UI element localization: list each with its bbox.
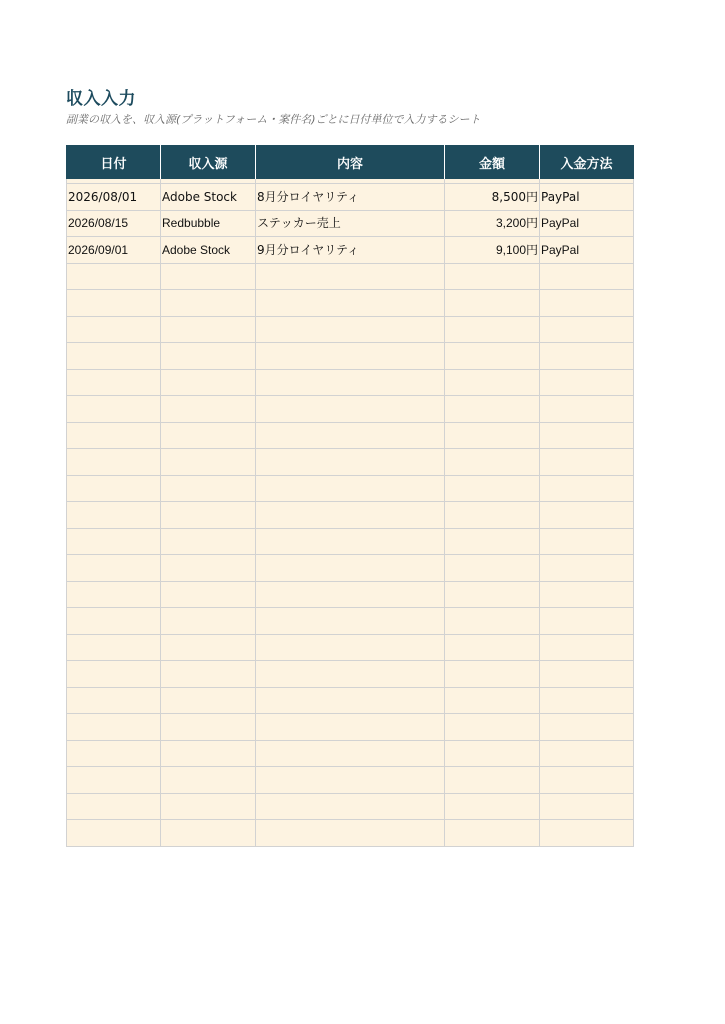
cell-date[interactable] (67, 661, 161, 688)
cell-amount[interactable] (445, 581, 540, 608)
cell-amount[interactable] (445, 263, 540, 290)
cell-date[interactable] (67, 369, 161, 396)
cell-amount[interactable] (445, 422, 540, 449)
cell-date[interactable] (67, 820, 161, 847)
cell-date[interactable] (67, 714, 161, 741)
cell-date[interactable] (67, 449, 161, 476)
cell-date[interactable] (67, 634, 161, 661)
cell-payment-method[interactable] (540, 316, 634, 343)
cell-date[interactable]: 2026/09/01 (67, 237, 161, 264)
cell-source[interactable] (161, 608, 256, 635)
cell-source[interactable] (161, 740, 256, 767)
cell-content[interactable] (256, 687, 445, 714)
cell-content[interactable] (256, 263, 445, 290)
cell-payment-method[interactable] (540, 661, 634, 688)
cell-payment-method[interactable] (540, 687, 634, 714)
table-header (67, 145, 634, 179)
cell-payment-method[interactable] (540, 422, 634, 449)
cell-date[interactable] (67, 343, 161, 370)
cell-source[interactable] (161, 396, 256, 423)
cell-date[interactable]: 2026/08/15 (67, 210, 161, 237)
cell-content[interactable] (256, 316, 445, 343)
cell-source[interactable] (161, 263, 256, 290)
table-row (67, 210, 634, 237)
cell-amount[interactable] (445, 740, 540, 767)
cell-content[interactable]: 8月分ロイヤリティ (256, 184, 445, 211)
empty-row (67, 661, 634, 688)
cell-amount[interactable] (445, 555, 540, 582)
empty-row (67, 502, 634, 529)
cell-content[interactable] (256, 343, 445, 370)
table-row (67, 184, 634, 211)
cell-content[interactable] (256, 449, 445, 476)
cell-amount[interactable] (445, 316, 540, 343)
cell-content[interactable] (256, 608, 445, 635)
empty-row (67, 396, 634, 423)
cell-payment-method[interactable] (540, 608, 634, 635)
cell-source[interactable] (161, 502, 256, 529)
empty-row (67, 528, 634, 555)
empty-row (67, 687, 634, 714)
cell-content[interactable] (256, 767, 445, 794)
cell-payment-method[interactable] (540, 290, 634, 317)
cell-source[interactable]: Adobe Stock (161, 184, 256, 211)
cell-content[interactable] (256, 502, 445, 529)
cell-amount[interactable]: 8,500円 (445, 184, 540, 211)
empty-row (67, 767, 634, 794)
cell-source[interactable] (161, 290, 256, 317)
cell-payment-method[interactable] (540, 793, 634, 820)
cell-content[interactable] (256, 740, 445, 767)
empty-row (67, 634, 634, 661)
cell-source[interactable] (161, 528, 256, 555)
cell-payment-method[interactable] (540, 263, 634, 290)
header-amount: 金額 (445, 145, 540, 179)
cell-amount[interactable] (445, 661, 540, 688)
empty-row (67, 581, 634, 608)
cell-source[interactable] (161, 422, 256, 449)
cell-date[interactable] (67, 793, 161, 820)
cell-content[interactable] (256, 661, 445, 688)
cell-payment-method[interactable] (540, 396, 634, 423)
cell-content[interactable] (256, 555, 445, 582)
cell-date[interactable] (67, 740, 161, 767)
cell-amount[interactable] (445, 343, 540, 370)
cell-content[interactable] (256, 793, 445, 820)
cell-amount[interactable] (445, 396, 540, 423)
cell-date[interactable] (67, 396, 161, 423)
cell-amount[interactable] (445, 475, 540, 502)
cell-source[interactable] (161, 369, 256, 396)
cell-source[interactable] (161, 343, 256, 370)
empty-row (67, 263, 634, 290)
cell-date[interactable] (67, 475, 161, 502)
cell-content[interactable] (256, 528, 445, 555)
cell-payment-method[interactable] (540, 449, 634, 476)
cell-date[interactable] (67, 290, 161, 317)
cell-date[interactable] (67, 581, 161, 608)
header-content: 内容 (256, 145, 445, 179)
header-date: 日付 (67, 145, 161, 179)
cell-payment-method[interactable]: PayPal (540, 210, 634, 237)
cell-source[interactable] (161, 475, 256, 502)
cell-content[interactable]: 9月分ロイヤリティ (256, 237, 445, 264)
cell-source[interactable] (161, 767, 256, 794)
empty-row (67, 820, 634, 847)
cell-date[interactable] (67, 502, 161, 529)
empty-row (67, 740, 634, 767)
cell-payment-method[interactable] (540, 528, 634, 555)
empty-row (67, 793, 634, 820)
cell-payment-method[interactable]: PayPal (540, 184, 634, 211)
empty-row (67, 316, 634, 343)
cell-amount[interactable] (445, 449, 540, 476)
cell-payment-method[interactable] (540, 740, 634, 767)
cell-amount[interactable] (445, 528, 540, 555)
cell-payment-method[interactable]: PayPal (540, 237, 634, 264)
empty-row (67, 475, 634, 502)
cell-source[interactable] (161, 634, 256, 661)
table-body (67, 179, 634, 846)
cell-date[interactable] (67, 528, 161, 555)
cell-payment-method[interactable] (540, 714, 634, 741)
cell-content[interactable] (256, 369, 445, 396)
cell-date[interactable] (67, 687, 161, 714)
cell-content[interactable] (256, 396, 445, 423)
cell-date[interactable] (67, 608, 161, 635)
cell-amount[interactable] (445, 767, 540, 794)
cell-date[interactable] (67, 422, 161, 449)
cell-payment-method[interactable] (540, 502, 634, 529)
cell-payment-method[interactable] (540, 555, 634, 582)
cell-date[interactable] (67, 263, 161, 290)
header-payment-method: 入金方法 (540, 145, 634, 179)
cell-content[interactable] (256, 820, 445, 847)
cell-content[interactable] (256, 581, 445, 608)
table-row (67, 237, 634, 264)
header-source: 収入源 (161, 145, 256, 179)
cell-amount[interactable] (445, 502, 540, 529)
empty-row (67, 714, 634, 741)
cell-source[interactable] (161, 687, 256, 714)
cell-payment-method[interactable] (540, 369, 634, 396)
cell-date[interactable] (67, 555, 161, 582)
empty-row (67, 555, 634, 582)
empty-row (67, 422, 634, 449)
cell-payment-method[interactable] (540, 343, 634, 370)
empty-row (67, 449, 634, 476)
cell-payment-method[interactable] (540, 581, 634, 608)
cell-source[interactable]: Adobe Stock (161, 237, 256, 264)
cell-amount[interactable] (445, 608, 540, 635)
cell-source[interactable] (161, 793, 256, 820)
cell-amount[interactable] (445, 290, 540, 317)
cell-payment-method[interactable] (540, 767, 634, 794)
cell-amount[interactable] (445, 634, 540, 661)
income-table (66, 145, 634, 847)
cell-amount[interactable] (445, 687, 540, 714)
empty-row (67, 290, 634, 317)
cell-source[interactable] (161, 449, 256, 476)
cell-amount[interactable] (445, 369, 540, 396)
cell-source[interactable] (161, 661, 256, 688)
cell-content[interactable] (256, 422, 445, 449)
cell-amount[interactable]: 3,200円 (445, 210, 540, 237)
empty-row (67, 343, 634, 370)
cell-source[interactable] (161, 581, 256, 608)
cell-content[interactable] (256, 290, 445, 317)
cell-amount[interactable] (445, 714, 540, 741)
cell-content[interactable] (256, 714, 445, 741)
cell-source[interactable] (161, 555, 256, 582)
header-row (67, 145, 634, 179)
cell-amount[interactable] (445, 793, 540, 820)
cell-payment-method[interactable] (540, 475, 634, 502)
empty-row (67, 608, 634, 635)
empty-row (67, 369, 634, 396)
cell-date[interactable]: 2026/08/01 (67, 184, 161, 211)
cell-source[interactable] (161, 820, 256, 847)
cell-payment-method[interactable] (540, 820, 634, 847)
cell-source[interactable]: Redbubble (161, 210, 256, 237)
cell-content[interactable]: ステッカー売上 (256, 210, 445, 237)
cell-content[interactable] (256, 475, 445, 502)
cell-date[interactable] (67, 767, 161, 794)
cell-payment-method[interactable] (540, 634, 634, 661)
sheet-subtitle: 副業の収入を、収入源(プラットフォーム・案件名)ごとに日付単位で入力するシート (66, 113, 481, 126)
cell-amount[interactable]: 9,100円 (445, 237, 540, 264)
cell-source[interactable] (161, 714, 256, 741)
cell-date[interactable] (67, 316, 161, 343)
sheet-title: 収入入力 (66, 89, 136, 109)
cell-source[interactable] (161, 316, 256, 343)
cell-content[interactable] (256, 634, 445, 661)
cell-amount[interactable] (445, 820, 540, 847)
